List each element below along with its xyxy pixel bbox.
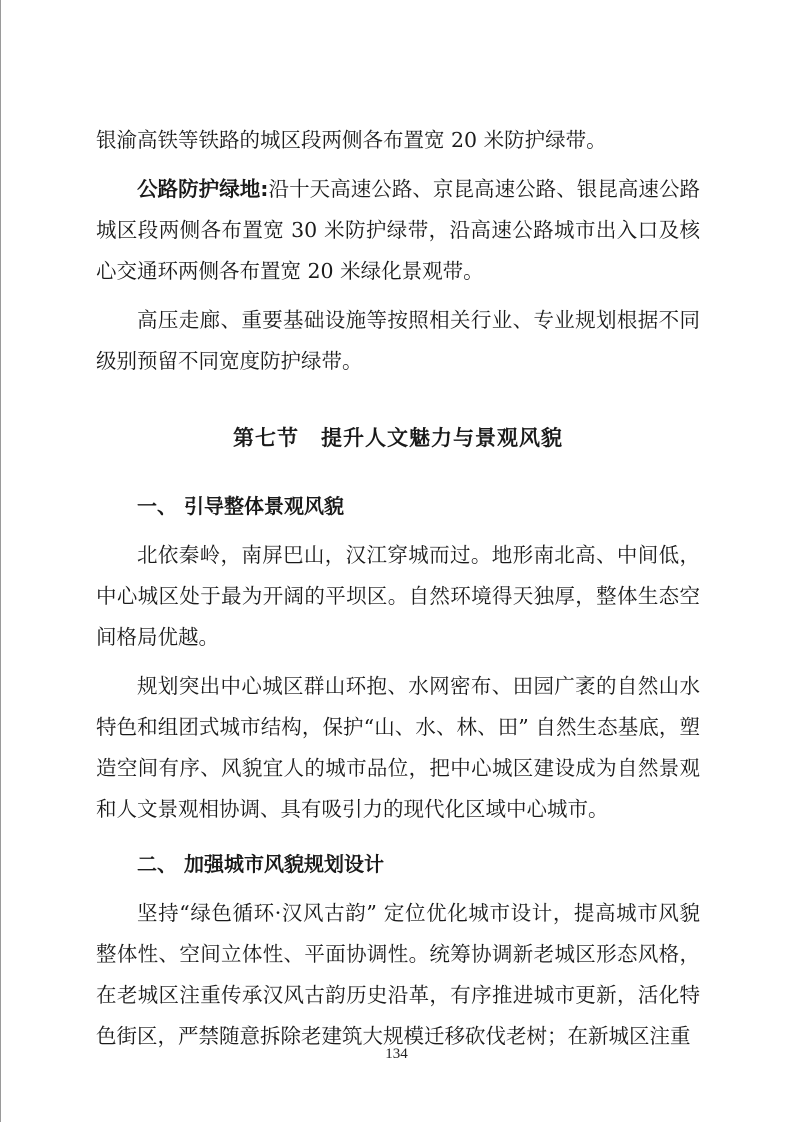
- section-number: 第七节: [233, 426, 299, 450]
- page-number: 134: [385, 1046, 408, 1062]
- subsection-1-heading: 一、 引导整体景观风貌: [137, 494, 344, 518]
- paragraph-highway-green: [96, 169, 700, 292]
- subsection-1-paragraph-2: 规划突出中心城区群山环抱、水网密布、田园广袤的自然山水特色和组团式城市结构，保护“山、水、林、田” 自然生态基底，塑造空间有序、风貌宜人的城市品位，把中心城区建设成为自然景观和人文景观相协调、具有吸引力的现代化区域中心城市。: [96, 674, 700, 821]
- paragraph-railway-continuation: 银渝高铁等铁路的城区段两侧各布置宽 20 米防护绿带。: [96, 128, 607, 152]
- highway-green-text: 沿十天高速公路、京昆高速公路、银昆高速公路城区段两侧各布置宽 30 米防护绿带，沿高速公路城市出入口及核心交通环两侧各布置宽 20 米绿化景观带。: [96, 177, 701, 283]
- section-title-text: 提升人文魅力与景观风貌: [321, 426, 563, 450]
- subsection-1-paragraph-1: 北依秦岭，南屏巴山，汉江穿城而过。地形南北高、中间低，中心城区处于最为开阔的平坝区。自然环境得天独厚，整体生态空间格局优越。: [96, 543, 700, 649]
- document-body: [96, 120, 700, 1057]
- section-title: [96, 418, 700, 459]
- subsection-2-heading: 二、 加强城市风貌规划设计: [137, 852, 384, 876]
- highway-green-label: 公路防护绿地:: [137, 177, 269, 201]
- subsection-2-paragraph-1: 坚持“绿色循环·汉风古韵” 定位优化城市设计，提高城市风貌整体性、空间立体性、平面协调性。统筹协调新老城区形态风格，在老城区注重传承汉风古韵历史沿革，有序推进城市更新，活化特色街区，严禁随意拆除老建筑大规模迁移砍伐老树；在新城区注重: [96, 901, 700, 1048]
- page-edge: [0, 0, 1, 1122]
- paragraph-high-voltage: 高压走廊、重要基础设施等按照相关行业、专业规划根据不同级别预留不同宽度防护绿带。: [96, 308, 700, 373]
